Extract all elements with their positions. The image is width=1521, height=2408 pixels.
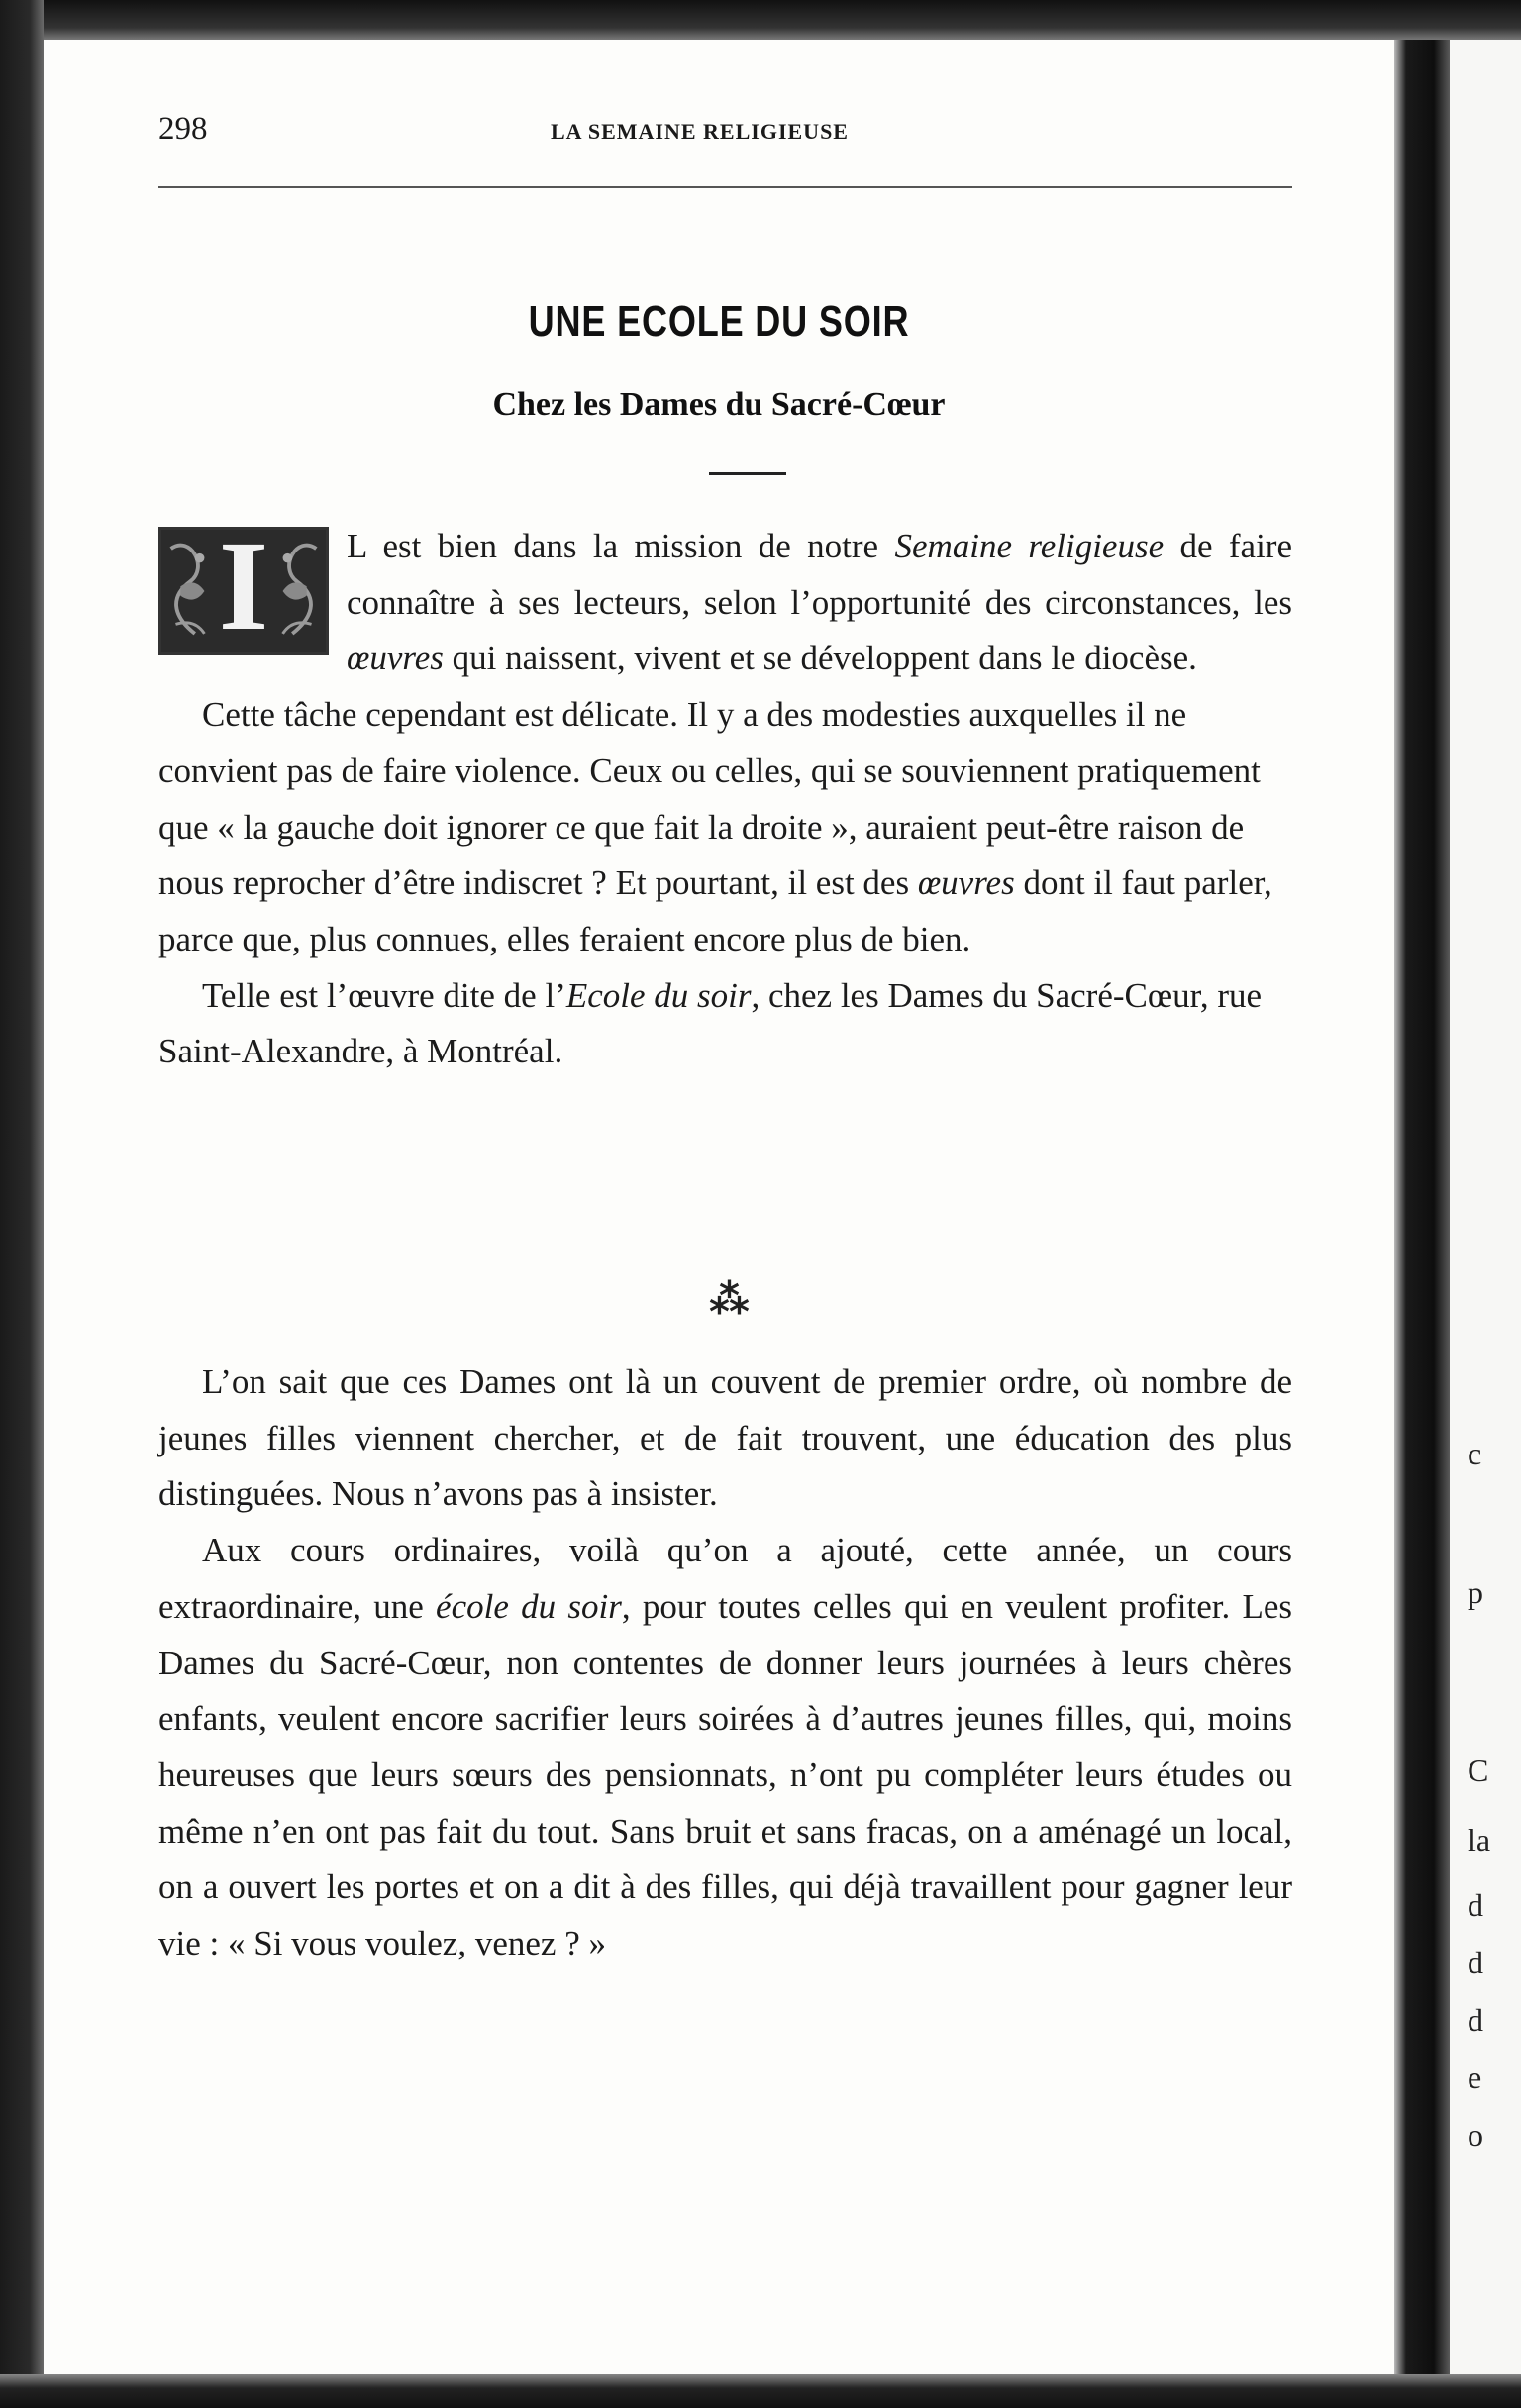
film-border-left (0, 0, 44, 2408)
paragraph-3 (158, 968, 1292, 1080)
article-title: UNE ECOLE DU SOIR (528, 297, 910, 346)
journal-title: LA SEMAINE RELIGIEUSE (551, 119, 849, 144)
paragraph-1-italic-b: œuvres (347, 639, 444, 678)
neighbor-letter: la (1468, 1822, 1491, 1857)
paragraph-1-italic-a: Semaine religieuse (894, 527, 1165, 565)
title-rule (709, 472, 786, 475)
section-asterism (709, 1277, 768, 1333)
paragraph-3-italic: Ecole du soir (565, 975, 752, 1015)
neighbor-letter: c (1468, 1436, 1482, 1471)
paragraph-3-text-a: Telle est l’œuvre dite de l’ (202, 975, 566, 1015)
paragraph-1-text-b: de faire connaître à ses lecteurs, selon l’opportunité des circonstances, les (347, 527, 1293, 622)
paragraph-1 (158, 519, 1292, 687)
paragraph-2-italic: œuvres (917, 863, 1015, 903)
film-border-top (0, 0, 1521, 40)
neighbor-letter: e (1468, 2059, 1482, 2095)
article-body-part1 (158, 519, 1292, 1080)
neighbor-letter: o (1468, 2117, 1483, 2153)
neighbor-letter: p (1468, 1574, 1483, 1610)
paragraph-1-text-a: L est bien dans la mission de notre (347, 527, 895, 565)
page-gutter (1394, 40, 1450, 2374)
neighbor-page (1450, 40, 1521, 2374)
running-head (158, 111, 1292, 160)
paragraph-3-text-b: , chez les Dames du Sacré-Cœur, rue Saint-Alexandre, à Montréal. (158, 975, 1263, 1071)
film-border-bottom (0, 2374, 1521, 2408)
header-rule (158, 186, 1292, 188)
paragraph-1-text-c: qui naissent, vivent et se développent dans le diocèse. (443, 639, 1197, 678)
drop-cap-letter: I (218, 527, 269, 655)
paragraph-2 (158, 687, 1292, 968)
paragraph-2-text-b: dont il faut parler, parce que, plus connues, elles feraient encore plus de bien. (158, 863, 1272, 958)
paragraph-5-italic: école du soir (436, 1586, 622, 1626)
paragraph-5 (158, 1523, 1292, 1972)
asterism-glyph: ⁂ (709, 1277, 750, 1323)
neighbor-letter: d (1468, 2002, 1483, 2038)
neighbor-letter: d (1468, 1945, 1483, 1980)
page-number: 298 (158, 111, 208, 147)
paragraph-5-text-b: , pour toutes celles qui en veulent profiter. Les Dames du Sacré-Cœur, non contentes de donner leurs journées à leurs chères enfants, veulent encore sacrifier leurs soirées à d’autres jeunes filles, qui, moins heureuses que leurs sœurs des pensionnats, n’ont pu compléter leurs études ou même n’en ont pas fait du tout. Sans bruit et sans fracas, on a aménagé un local, on a ouvert les portes et on a dit à des filles, qui déjà travaillent pour gagner leur vie : « Si vous voulez, venez ? » (158, 1586, 1293, 1963)
article-subtitle: Chez les Dames du Sacré-Cœur (492, 386, 946, 423)
paragraph-2-text-a: Cette tâche cependant est délicate. Il y a des modesties auxquelles il ne convient pas de faire violence. Ceux ou celles, qui se souviennent pratiquement que « la gauche doit ignorer ce que fait la droite », auraient peut-être raison de nous reprocher d’être indiscret ? Et pourtant, il est des (158, 695, 1261, 903)
article-body-part2 (158, 1354, 1292, 1972)
neighbor-letter: C (1468, 1753, 1489, 1788)
paragraph-4: L’on sait que ces Dames ont là un couvent de premier ordre, où nombre de jeunes filles viennent chercher, et de fait trouvent, une éducation des plus distinguées. Nous n’avons pas à insister. (158, 1362, 1292, 1514)
drop-cap-spacer (158, 519, 347, 677)
paragraph-5-text-a: Aux cours ordinaires, voilà qu’on a ajouté, cette année, un cours extraordinaire, une (158, 1531, 1292, 1626)
neighbor-letter: d (1468, 1887, 1483, 1923)
